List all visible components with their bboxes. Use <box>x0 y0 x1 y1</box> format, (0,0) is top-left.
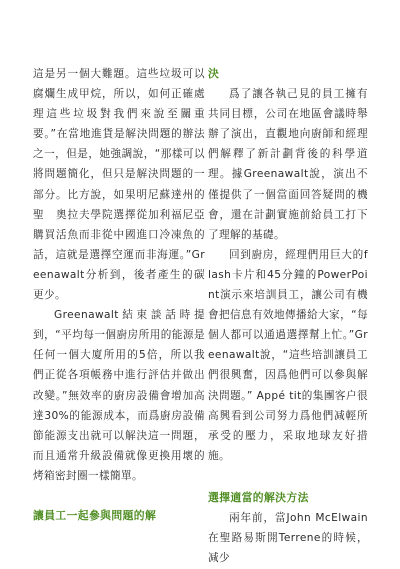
right-column <box>208 64 368 568</box>
left-column <box>33 64 205 526</box>
section-heading-staff-continued: 決 <box>208 67 220 80</box>
right-paragraph-2: 回到廚房，經理們用巨大的flash卡片和45分鐘的PowerPoint演示來培訓員工，讓公司有機會把信息有效地傳播給大家，“每個人都可以通過選擇幫上忙。”Greenawalt說，“這些培訓讓員工們很興奮，因爲他們可以參與解決問題。” Appé tit的集團客户很高興看到公司努力爲他們减輕所承受的壓力，采取地球友好措施。 <box>208 248 368 462</box>
left-paragraph-1: 這是另一個大難題。這些垃圾可以腐爛生成甲烷，所以，如何正確處理這些垃圾對我們來說至關重要。”在當地進貨是解決問題的辦法之一，但是，她強調說，“那樣可以將問題簡化，但只是解決問題的一部分。比方說，如果明尼蘇達州的聖 奧拉夫學院選擇從加利福尼亞購買活魚而非從中國進口冷凍魚的話，這就是選擇空運而非海運。”Greenawalt分析到，後者產生的碳更少。 <box>33 68 205 302</box>
right-paragraph-1: 爲了讓各執己見的員工擁有共同目標，公司在地區會議時舉辦了演出，直觀地向廚師和經理們解釋了新計劃背後的科學道理。據Greenawalt說，演出不僅提供了一個當面回答疑問的機會，還在計劃實施前給員工打下了理解的基礎。 <box>208 88 368 241</box>
left-paragraph-2: Greenawalt結束談話時提到，“平均每一個廚房所用的能源是任何一個大廈所用的5倍，所以我們正從各項帳務中進行評估并做出改變。”無效率的廚房設備會增加高達30%的能源成本，而爲廚房設備節能源支出就可以解決這一問題，而且通常升級設備就像更換用壞的烤箱密封圈一樣簡單。 <box>33 309 205 482</box>
section-gap <box>33 486 205 506</box>
section-heading-solution: 選擇適當的解決方法 <box>208 490 309 504</box>
right-paragraph-3: 兩年前，當John McElwain在聖路易斯開Terrene的時候，减少 <box>208 511 368 565</box>
section-heading-staff: 讓員工一起參與問題的解 <box>33 508 157 522</box>
